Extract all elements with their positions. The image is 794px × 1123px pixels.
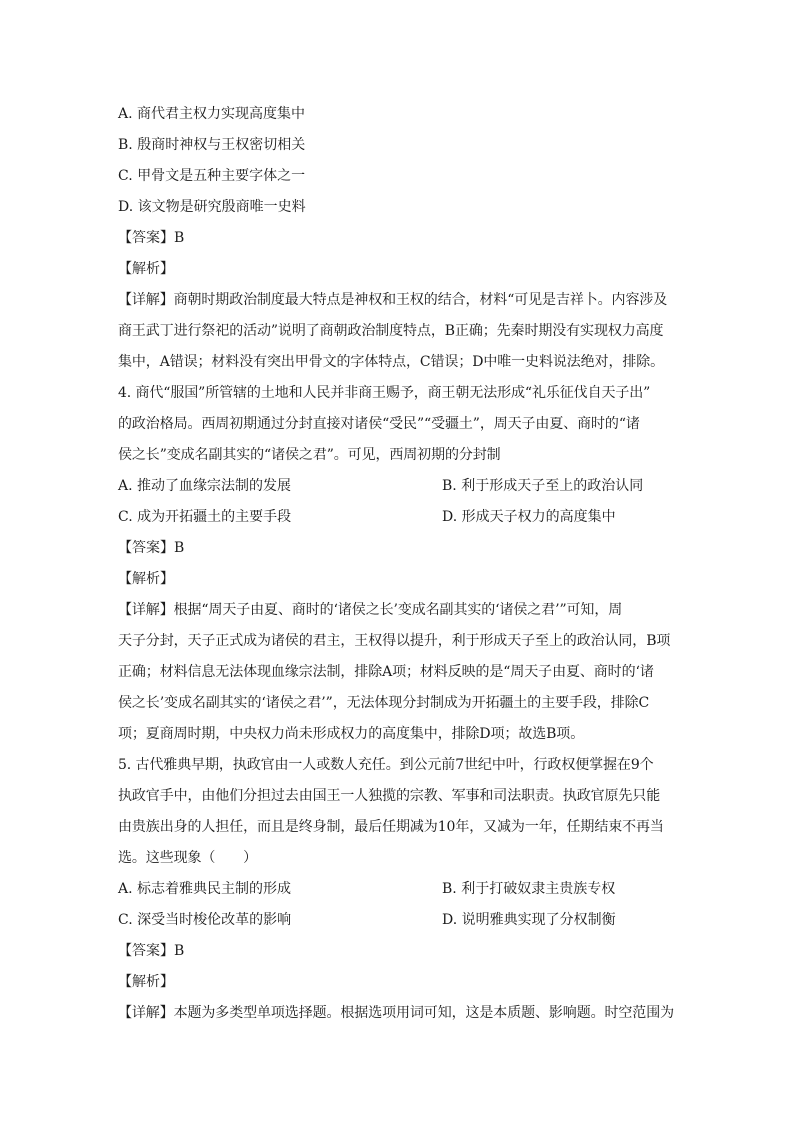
- q5-detail-line: 【详解】本题为多类型单项选择题。根据选项用词可知，这是本质题、影响题。时空范围为: [118, 1005, 674, 1021]
- q5-stem-line: 选。这些现象（ ）: [118, 850, 257, 866]
- q4-option-a: A. 推动了血缘宗法制的发展: [118, 478, 292, 494]
- q4-option-b: B. 利于形成天子至上的政治认同: [442, 478, 644, 494]
- q4-detail: [118, 595, 678, 750]
- q4-stem-line: 侯之长”变成名副其实的“诸侯之君”。可见，西周初期的分封制: [118, 447, 501, 463]
- q4-options-row-1: [118, 471, 678, 502]
- q4-detail-line: 侯之长’变成名副其实的‘诸侯之君’”，无法体现分封制成为开拓疆土的主要手段，排除C: [118, 695, 650, 711]
- q5-detail: [118, 998, 678, 1029]
- q3-answer: 【答案】B: [118, 230, 185, 246]
- q3-option-a: A. 商代君主权力实现高度集中: [118, 106, 306, 122]
- q3-option-b: B. 殷商时神权与王权密切相关: [118, 137, 306, 153]
- q5-option-b: B. 利于打破奴隶主贵族专权: [442, 881, 616, 897]
- q4-detail-line: 正确；材料信息无法体现血缘宗法制，排除A项；材料反映的是“周天子由夏、商时的‘诸: [118, 664, 654, 680]
- q3-option-d: D. 该文物是研究殷商唯一史料: [118, 199, 306, 215]
- q4-stem-line: 4. 商代“服国”所管辖的土地和人民并非商王赐予，商王朝无法形成“礼乐征伐自天子出”: [118, 385, 651, 401]
- q4-stem: [118, 378, 678, 471]
- q4-option-d: D. 形成天子权力的高度集中: [442, 509, 616, 525]
- q4-option-c: C. 成为开拓疆土的主要手段: [118, 509, 292, 525]
- q4-detail-line: 项；夏商周时期，中央权力尚未形成权力的高度集中，排除D项；故选B项。: [118, 726, 585, 742]
- q3-analysis-label: 【解析】: [118, 261, 174, 277]
- q4-analysis-label: 【解析】: [118, 571, 174, 587]
- q4-detail-line: 天子分封，天子正式成为诸侯的君主，王权得以提升，利于形成天子至上的政治认同，B项: [118, 633, 671, 649]
- q5-options-row-1: [118, 874, 678, 905]
- q5-option-a: A. 标志着雅典民主制的形成: [118, 881, 292, 897]
- document-page: [118, 99, 678, 1029]
- q4-options-row-2: [118, 502, 678, 533]
- q3-options: [118, 99, 678, 223]
- q3-option-c: C. 甲骨文是五种主要字体之一: [118, 168, 306, 184]
- q4-answer: 【答案】B: [118, 540, 185, 556]
- q5-answer: 【答案】B: [118, 943, 185, 959]
- q5-option-c: C. 深受当时梭伦改革的影响: [118, 912, 292, 928]
- q3-detail-line: 集中，A错误；材料没有突出甲骨文的字体特点，C错误；D中唯一史料说法绝对，排除。: [118, 354, 665, 370]
- q4-stem-line: 的政治格局。西周初期通过分封直接对诸侯“受民”“受疆土”，周天子由夏、商时的“诸: [118, 416, 640, 432]
- q5-stem-line: 5. 古代雅典早期，执政官由一人或数人充任。到公元前7世纪中叶，行政权便掌握在9个: [118, 757, 654, 773]
- q3-detail-line: 商王武丁进行祭祀的活动”说明了商朝政治制度特点，B正确；先秦时期没有实现权力高度: [118, 323, 664, 339]
- q4-detail-line: 【详解】根据“周天子由夏、商时的‘诸侯之长’变成名副其实的‘诸侯之君’”可知，周: [118, 602, 623, 618]
- q5-analysis-label: 【解析】: [118, 974, 174, 990]
- q5-stem: [118, 750, 678, 874]
- q3-detail: [118, 285, 678, 378]
- q5-options-row-2: [118, 905, 678, 936]
- q5-stem-line: 由贵族出身的人担任，而且是终身制，最后任期减为10年，又减为一年，任期结束不再当: [118, 819, 664, 835]
- q3-detail-line: 【详解】商朝时期政治制度最大特点是神权和王权的结合，材料“可见是吉祥卜。内容涉及: [118, 292, 668, 308]
- q5-stem-line: 执政官手中，由他们分担过去由国王一人独揽的宗教、军事和司法职责。执政官原先只能: [118, 788, 661, 804]
- q5-option-d: D. 说明雅典实现了分权制衡: [442, 912, 616, 928]
